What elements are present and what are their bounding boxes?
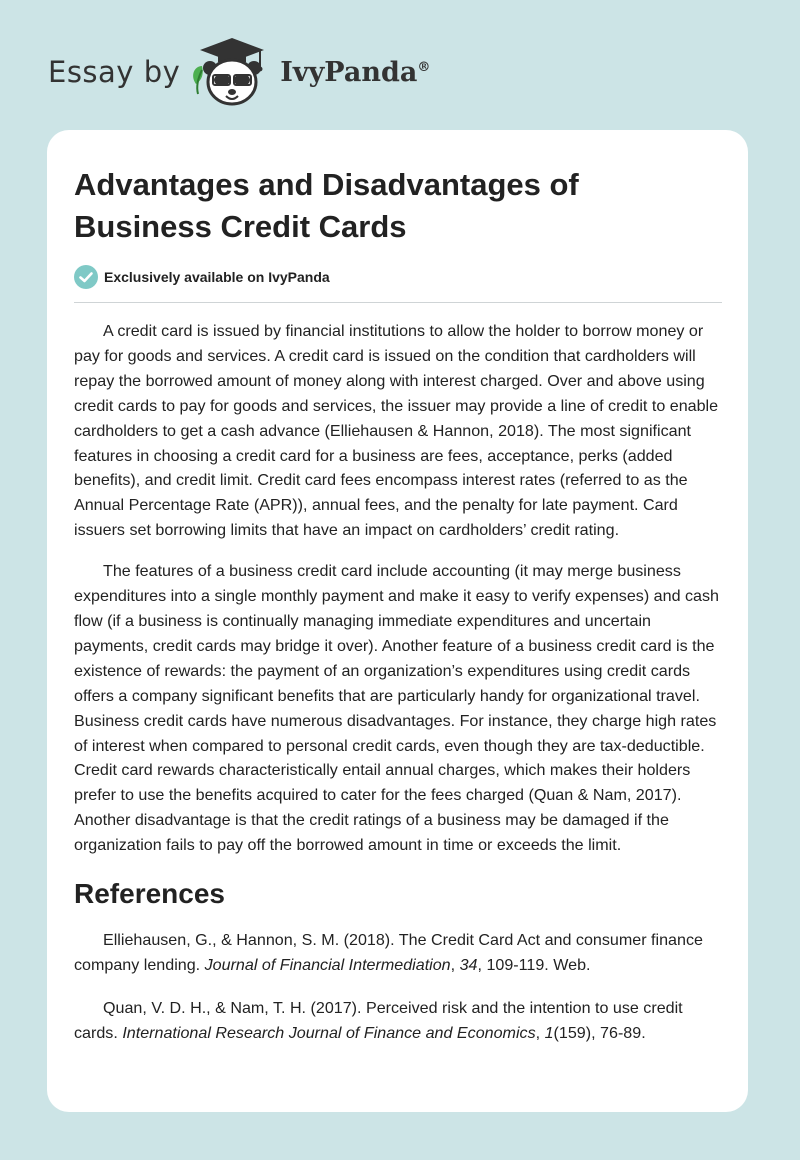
reference-sep: , xyxy=(535,1023,545,1042)
exclusive-badge xyxy=(74,264,722,290)
check-circle-icon xyxy=(74,265,98,289)
reference-rest: , 109-119. Web. xyxy=(477,955,591,974)
reference-volume: 1 xyxy=(544,1023,554,1042)
brand-name-text: IvyPanda xyxy=(280,56,418,88)
exclusive-label: Exclusively available on IvyPanda xyxy=(104,269,330,285)
page-title: Advantages and Disadvantages of Business Credit Cards xyxy=(74,167,579,244)
article-body xyxy=(74,319,722,1046)
essay-card xyxy=(47,130,748,1112)
paragraph: A credit card is issued by financial institutions to allow the holder to borrow money or pay for goods and services. A credit card is issued on the condition that cardholders will repay the borrowed amount of money along with interest charged. Over and above using credit cards to pay for goods and services, the issuer may provide a line of credit to enable cardholders to get a cash advance (Elliehausen & Hannon, 2018). The most significant features in choosing a credit card for a business are fees, acceptance, perks (added benefits), and credit limit. Credit card fees encompass interest rates (referred to as the Annual Percentage Rate (APR)), annual fees, and the penalty for late payment. Card issuers set borrowing limits that have an impact on cardholders’ credit rating. xyxy=(74,322,719,540)
references-heading: References xyxy=(74,878,225,910)
reference-item xyxy=(74,996,722,1046)
brand-prefix: Essay by xyxy=(48,55,181,89)
brand-reg-mark: ® xyxy=(417,59,431,75)
reference-sep: , xyxy=(450,955,460,974)
panda-graduate-logo-icon[interactable] xyxy=(186,36,278,108)
reference-rest: (159), 76-89. xyxy=(553,1023,646,1042)
site-header xyxy=(48,36,430,108)
paragraph: The features of a business credit card include accounting (it may merge business expenditures into a single monthly payment and make it easy to verify expenses) and cash flow (if a business is continually managing immediate expenditures and uncertain payments, credit cards may bridge it over). Another feature of a business credit card is the existence of rewards: the payment of an organization’s expenditures using credit cards offers a company significant benefits that are particularly handy for organizational travel. Business credit cards have numerous disadvantages. For instance, they charge high rates of interest when compared to personal credit cards, even though they are tax-deductible. Credit card rewards characteristically entail annual charges, which makes their holders prefer to use the benefits acquired to cater for the fees charged (Quan & Nam, 2017). Another disadvantage is that the credit ratings of a business may be damaged if the organization fails to pay off the borrowed amount in time or exceeds the limit. xyxy=(74,562,719,855)
reference-authors: Elliehausen, G., & Hannon, S. M. (2018). The Credit Card Act and consumer finance company lending. xyxy=(74,931,703,974)
brand-name[interactable] xyxy=(280,57,430,88)
divider xyxy=(74,302,722,303)
reference-journal: International Research Journal of Finance and Economics xyxy=(122,1023,536,1042)
reference-volume: 34 xyxy=(459,955,478,974)
references-list xyxy=(74,928,722,1046)
reference-item xyxy=(74,928,722,978)
reference-authors: Quan, V. D. H., & Nam, T. H. (2017). Perceived risk and the intention to use credit cards. xyxy=(74,998,683,1042)
reference-journal: Journal of Financial Intermediation xyxy=(204,955,451,974)
